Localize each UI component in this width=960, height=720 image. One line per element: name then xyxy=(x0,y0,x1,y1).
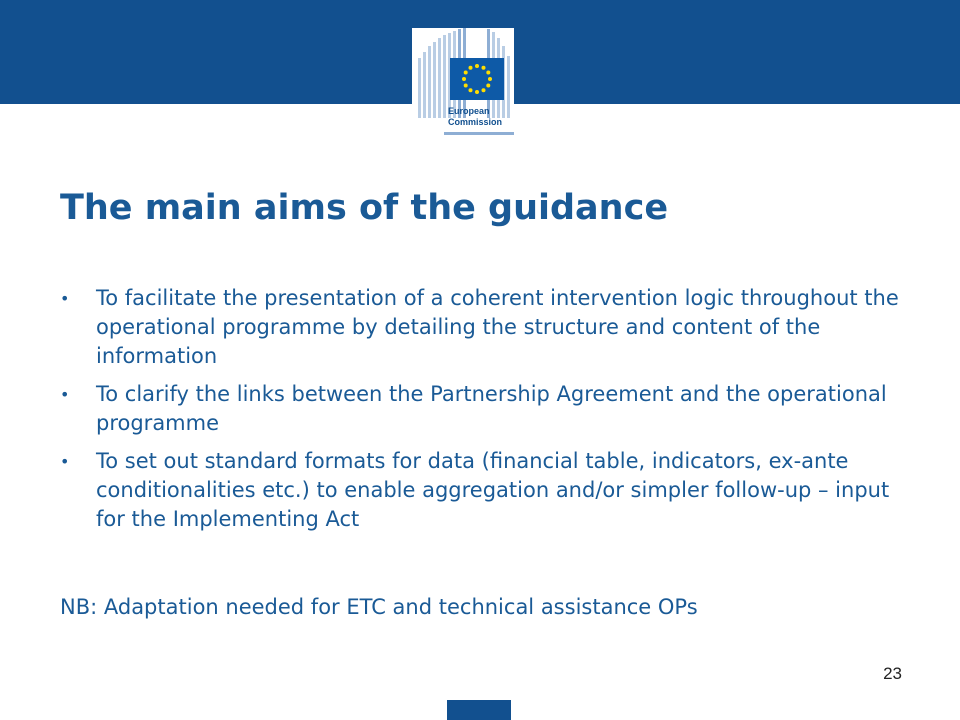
slide-title: The main aims of the guidance xyxy=(60,188,669,228)
bullet-text: To facilitate the presentation of a coherent intervention logic throughout the operational programme by detailing the structure and content of the information xyxy=(96,286,899,368)
bullet-text: To set out standard formats for data (financial table, indicators, ex-ante conditionalities etc.) to enable aggregation and/or simpler follow-up – input for the Implementing Act xyxy=(96,449,890,531)
eu-flag-icon xyxy=(412,28,514,136)
bullet-item xyxy=(60,447,920,534)
bullet-icon: • xyxy=(60,289,70,308)
bullet-icon: • xyxy=(60,452,70,471)
logo-text-line1: European xyxy=(448,106,490,116)
note-text: NB: Adaptation needed for ETC and technical assistance OPs xyxy=(60,595,698,619)
page-number: 23 xyxy=(883,664,902,683)
footer-tab xyxy=(447,700,511,720)
bullet-icon: • xyxy=(60,385,70,404)
bullet-list xyxy=(60,284,920,543)
logo-text-line2: Commission xyxy=(448,117,503,127)
bullet-text: To clarify the links between the Partnership Agreement and the operational programme xyxy=(96,382,887,435)
bullet-item xyxy=(60,284,920,371)
european-commission-logo xyxy=(412,28,514,136)
bullet-item xyxy=(60,380,920,438)
